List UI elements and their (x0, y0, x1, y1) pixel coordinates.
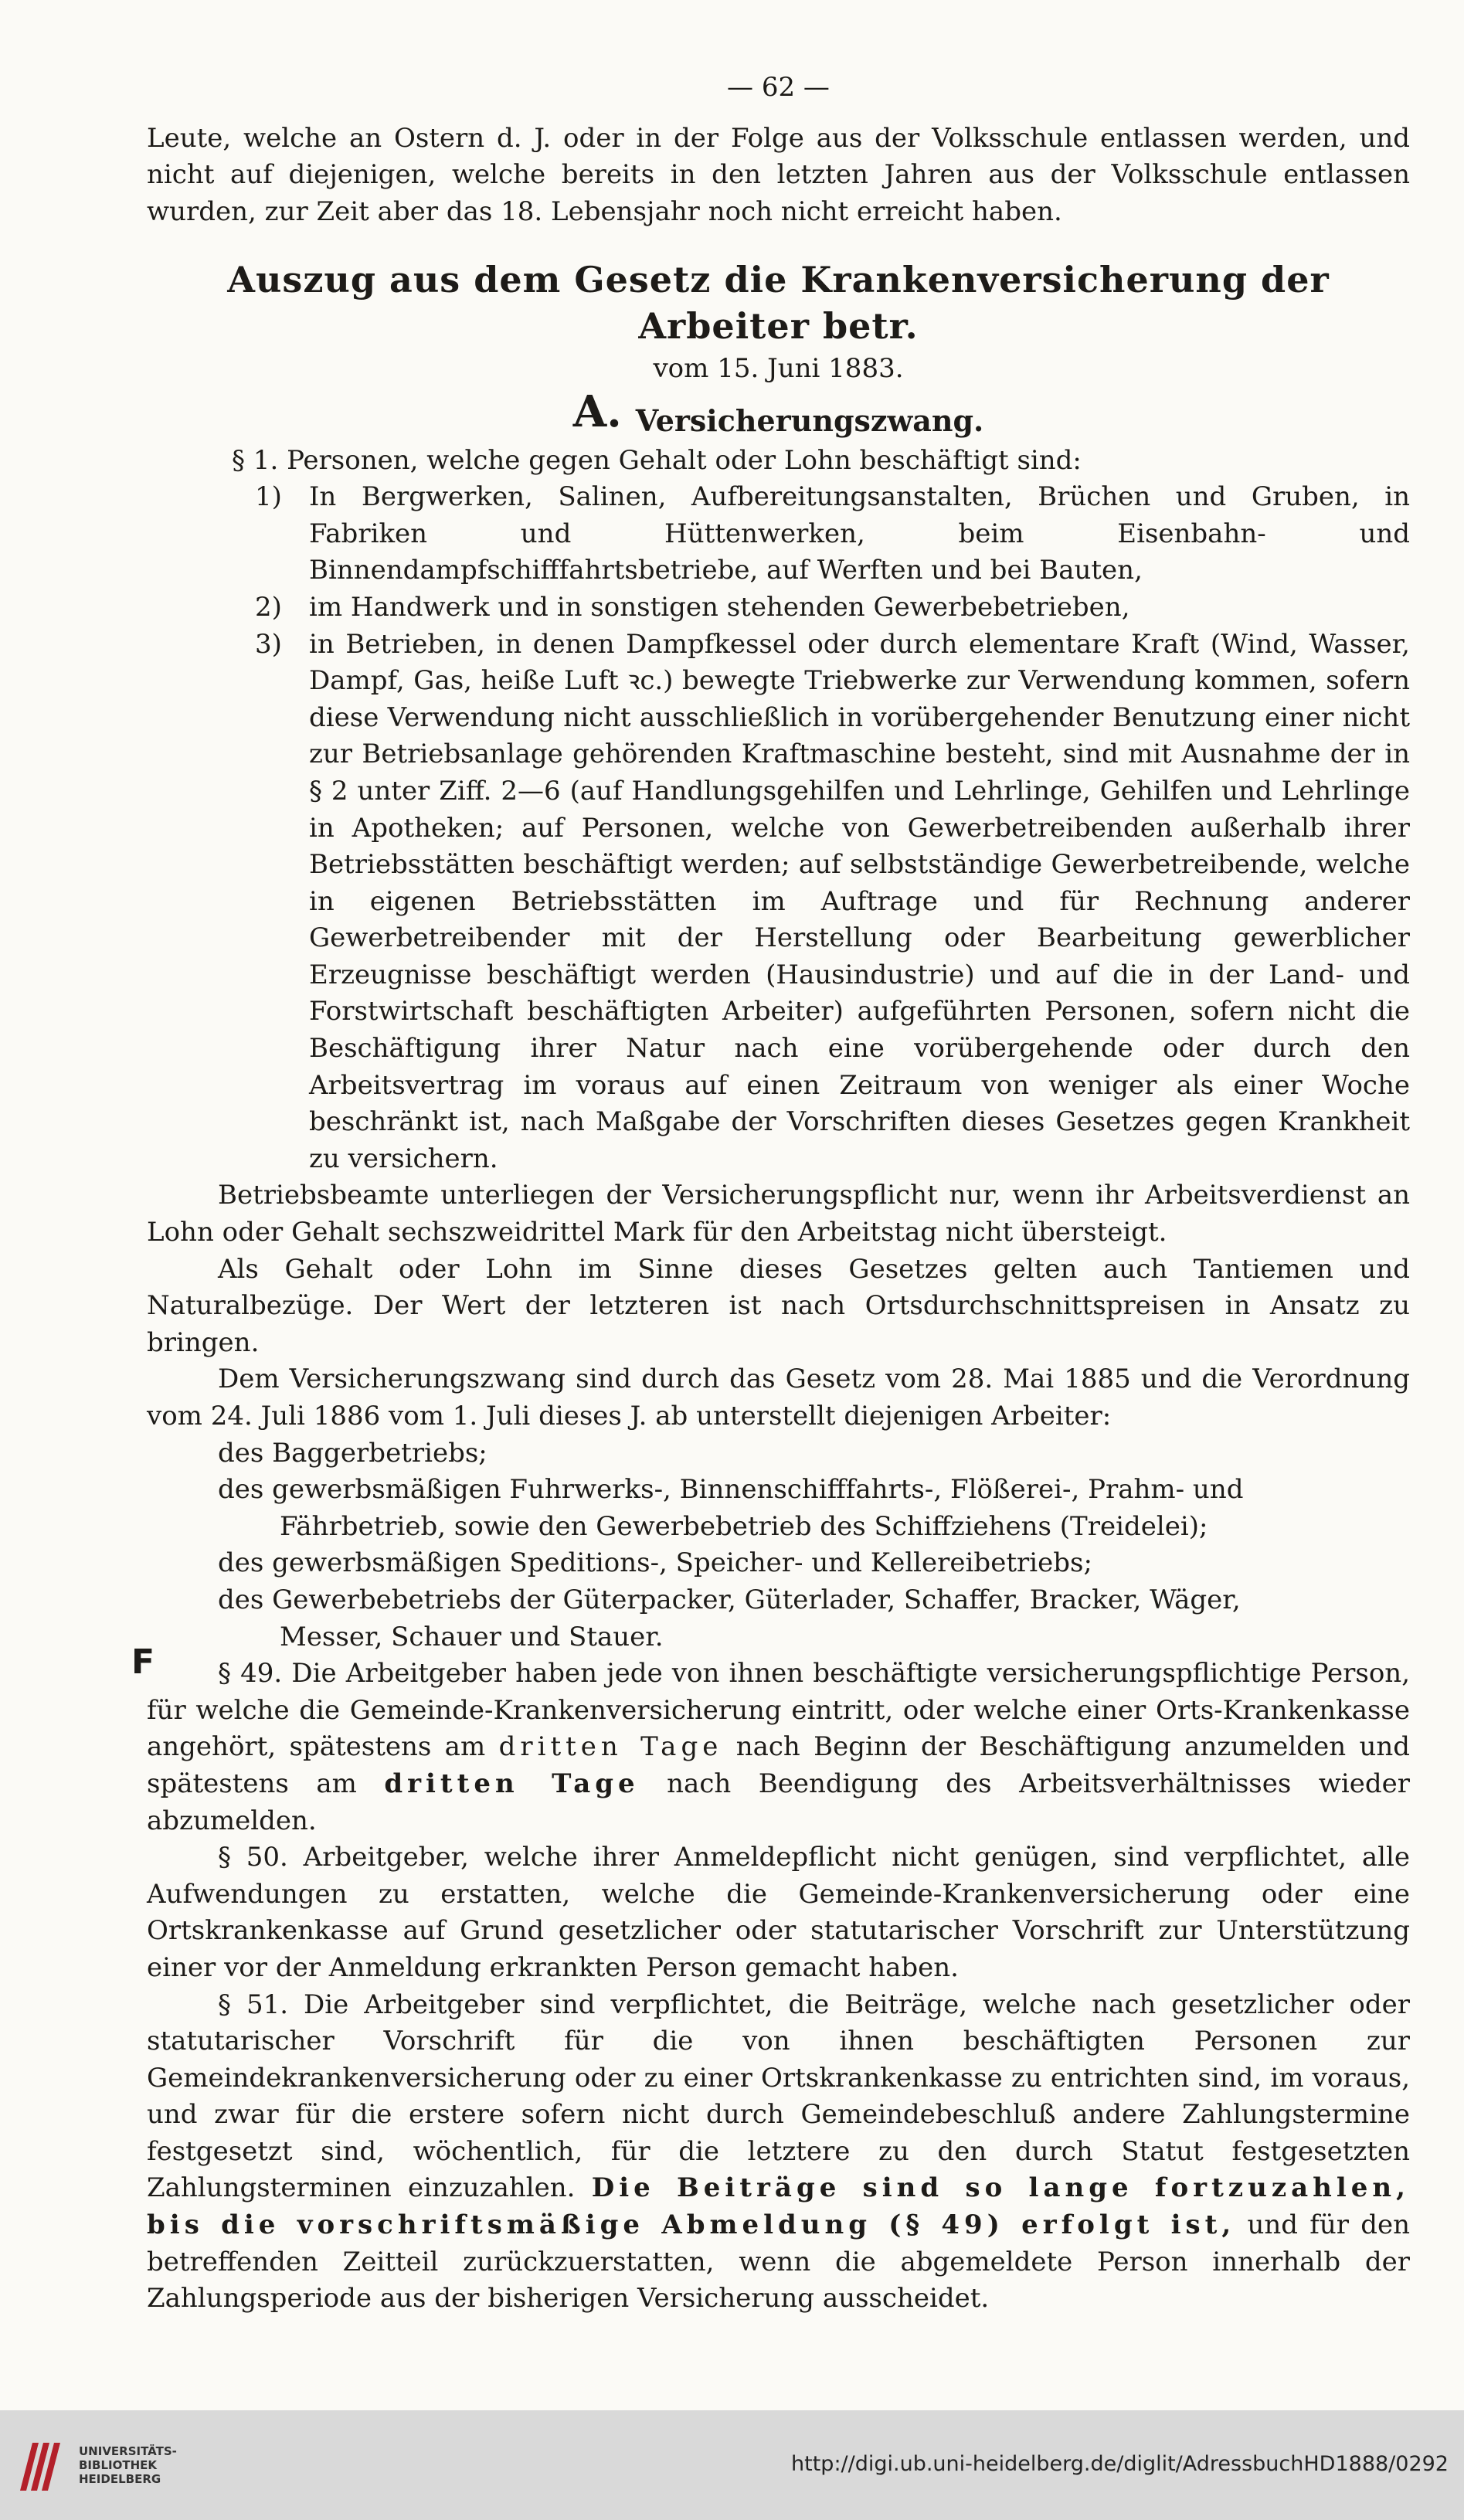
list-item: des gewerbsmäßigen Fuhrwerks-, Binnenschifffahrts-, Flößerei-, Prahm- und Fährbetrieb, sowie den Gewerbebetrieb des Schiffziehens (Treidelei); (218, 1474, 1244, 1542)
list-item (147, 479, 1410, 589)
paragraph-versicherungszwang: Dem Versicherungszwang sind durch das Gesetz vom 28. Mai 1885 und die Verordnung vom 24. Juli 1886 vom 1. Juli dieses J. ab unterstellt diejenigen Arbeiter: (147, 1364, 1410, 1432)
paragraph-51: § 51. Die Arbeitgeber sind verpflichtet, die Beiträge, welche nach gesetzlicher oder statutarischer Vorschrift für die von ihnen beschäftigten Personen zur Gemeindekrankenversicherung oder zu einer Ortskrankenkasse zu entrichten sind, im voraus, und zwar für die erstere sofern nicht durch Gemeindebeschluß andere Zahlungstermine festgesetzt sind, wöchentlich, für die letztere zu den durch Statut festgesetzten Zahlungsterminen einzuzahlen. Die Beiträge sind so lange fortzuzahlen, bis die vorschriftsmäßige Abmeldung (§ 49) erfolgt ist, und für den betreffenden Zeitteil zurückzuerstatten, wenn die abgemeldete Person innerhalb der Zahlungsperiode aus der bisherigen Versicherung ausscheidet. (147, 1988, 1410, 2315)
document-title: Auszug aus dem Gesetz die Krankenversicherung der Arbeiter betr. (227, 259, 1330, 348)
page-number: — 62 — (727, 72, 830, 103)
paragraph-49-mark: § 49. (218, 1658, 283, 1690)
section-letter: A. (572, 385, 622, 437)
section-title: Versicherungszwang. (635, 402, 984, 438)
list-item-text: In Bergwerken, Salinen, Aufbereitungsanstalten, Brüchen und Gruben, in Fabriken und Hüttenwerken, beim Eisenbahn- und Binnendampfschifffahrtsbetriebe, auf Werften und bei Bauten, (309, 481, 1410, 586)
numbered-list (147, 479, 1410, 1177)
list-item (147, 589, 1410, 627)
paragraph-betriebsbeamte: Betriebsbeamte unterliegen der Versicherungspflicht nur, wenn ihr Arbeitsverdienst an Lohn oder Gehalt sechszweidrittel Mark für den Arbeitstag nicht übersteigt. (147, 1180, 1410, 1248)
list-item-text: im Handwerk und in sonstigen stehenden Gewerbebetrieben, (309, 591, 1130, 623)
paragraph-49: § 49. Die Arbeitgeber haben jede von ihnen beschäftigte versicherungspflichtige Person, für welche die Gemeinde-Krankenversicherung eintritt, oder welche einer Orts-Krankenkasse angehört, spätestens am dritten Tage nach Beginn der Beschäftigung anzumelden und spätestens am dritten Tage nach Beendigung des Arbeitsverhältnisses wieder abzumelden. (147, 1658, 1411, 1836)
paragraph-50: § 50. Arbeitgeber, welche ihrer Anmeldepflicht nicht genügen, sind verpflichtet, alle Aufwendungen zu erstatten, welche die Gemeinde-Krankenversicherung oder eine Ortskrankenkasse auf Grund gesetzlicher oder statutarischer Vorschrift zur Unterstützung einer vor der Anmeldung erkrankten Person gemacht haben. (147, 1842, 1410, 1983)
paragraph-51-mark: § 51. (218, 1988, 289, 2020)
page-text (147, 70, 1410, 2318)
library-logo-text: UNIVERSITÄTS- BIBLIOTHEK HEIDELBERG (79, 2444, 177, 2486)
worker-list (147, 1435, 1410, 1656)
paragraph-1-text: Personen, welche gegen Gehalt oder Lohn beschäftigt sind: (287, 444, 1082, 476)
paragraph-1 (147, 443, 1410, 480)
list-item: des Gewerbebetriebs der Güterpacker, Güterlader, Schaffer, Bracker, Wäger, Messer, Schauer und Stauer. (218, 1584, 1241, 1652)
list-item (147, 627, 1410, 1178)
emphasis-text: dritten Tage (384, 1768, 640, 1799)
list-item-number: 2) (255, 591, 282, 623)
footer-bar (0, 2410, 1464, 2520)
emphasis-text: Die Beiträge sind so lange fortzuzahlen, bis die vorschriftsmäßige Abmeldung (§ 49) erfolgt ist, (147, 2172, 1410, 2241)
paragraph-1-mark: § 1. (232, 444, 279, 476)
list-item: des gewerbsmäßigen Speditions-, Speicher- und Kellereibetriebs; (218, 1547, 1092, 1579)
paragraph-50-mark: § 50. (218, 1842, 288, 1873)
emphasis-text: dritten Tage (498, 1731, 723, 1763)
list-item-number: 3) (255, 628, 282, 660)
list-item-text: in Betrieben, in denen Dampfkessel oder durch elementare Kraft (Wind, Wasser, Dampf, Gas, heiße Luft ꝛc.) bewegte Triebwerke zur Verwendung kommen, sofern diese Verwendung nicht ausschließlich in vorübergehender Benutzung einer nicht zur Betriebsanlage gehörenden Kraftmaschine besteht, sind mit Ausnahme der in § 2 unter Ziff. 2—6 (auf Handlungsgehilfen und Lehrlinge, Gehilfen und Lehrlinge in Apotheken; auf Personen, welche von Gewerbetreibenden außerhalb ihrer Betriebsstätten beschäftigt werden; auf selbstständige Gewerbetreibende, welche in eigenen Betriebsstätten im Auftrage und für Rechnung anderer Gewerbetreibender mit der Herstellung oder Bearbeitung gewerblicher Erzeugnisse beschäftigt werden (Hausindustrie) und auf die in der Land- und Forstwirtschaft beschäftigten Arbeiter) aufgeführten Personen, sofern nicht die Beschäftigung ihrer Natur nach eine vorübergehende oder durch den Arbeitsvertrag im voraus auf einen Zeitraum von weniger als einer Woche beschränkt ist, nach Maßgabe der Vorschriften dieses Gesetzes gegen Krankheit zu versichern. (309, 628, 1410, 1174)
library-logo-icon (15, 2437, 63, 2494)
document-subtitle: vom 15. Juni 1883. (653, 353, 904, 385)
intro-paragraph: Leute, welche an Ostern d. J. oder in der Folge aus der Volksschule entlassen werden, und nicht auf diejenigen, welche bereits in den letzten Jahren aus der Volksschule entlassen wurden, zur Zeit aber das 18. Lebensjahr noch nicht erreicht haben. (147, 122, 1410, 227)
source-url-link[interactable]: http://digi.ub.uni-heidelberg.de/diglit/AdressbuchHD1888/0292 (791, 2452, 1449, 2476)
handwritten-margin-mark: F (131, 1642, 155, 1682)
list-item-number: 1) (255, 481, 282, 513)
paragraph-gehalt: Als Gehalt oder Lohn im Sinne dieses Gesetzes gelten auch Tantiemen und Naturalbezüge. Der Wert der letzteren ist nach Ortsdurchschnittspreisen in Ansatz zu bringen. (147, 1253, 1410, 1358)
section-heading (147, 385, 1410, 440)
list-item: des Baggerbetriebs; (218, 1437, 487, 1469)
